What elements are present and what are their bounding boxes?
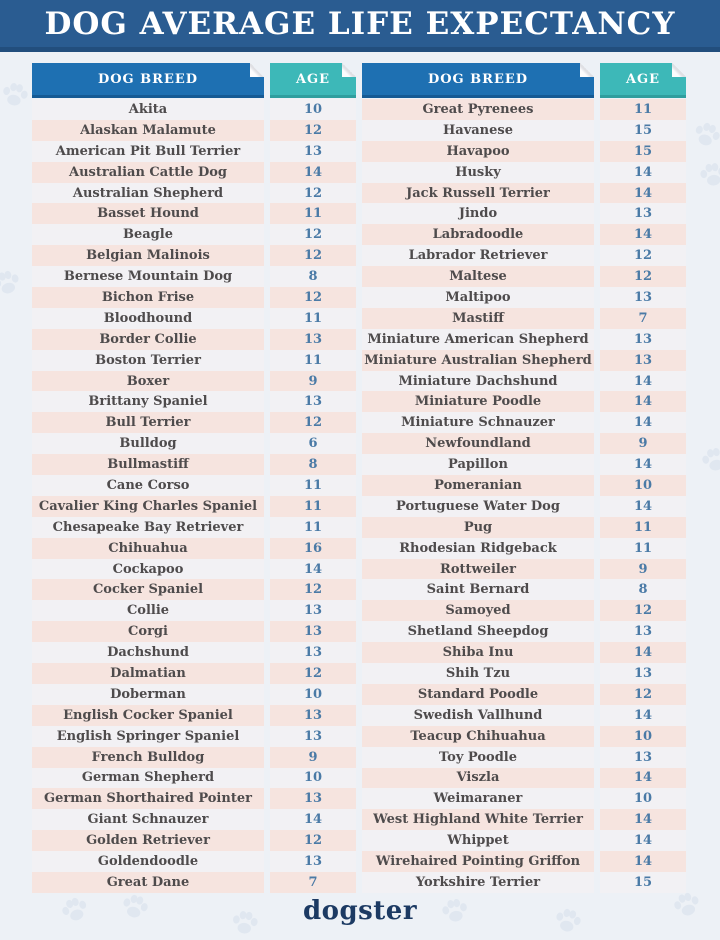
column-header-age-label: AGE: [625, 71, 661, 87]
breed-cell: Australian Shepherd: [32, 183, 264, 204]
page-fold-icon: [342, 63, 356, 77]
table-row: [362, 663, 686, 684]
breed-cell: Havanese: [362, 120, 594, 141]
age-cell: 13: [600, 287, 686, 308]
age-cell: 10: [600, 726, 686, 747]
table-row: [362, 747, 686, 768]
table-row: [362, 433, 686, 454]
age-cell: 12: [270, 412, 356, 433]
breed-cell: Weimaraner: [362, 788, 594, 809]
age-cell: 13: [270, 329, 356, 350]
table-row: [32, 600, 356, 621]
age-cell: 8: [270, 266, 356, 287]
breed-cell: Havapoo: [362, 141, 594, 162]
table-row: [362, 475, 686, 496]
age-cell: 10: [270, 684, 356, 705]
breed-cell: Basset Hound: [32, 203, 264, 224]
age-cell: 14: [600, 454, 686, 475]
age-cell: 14: [600, 809, 686, 830]
table-row: [32, 120, 356, 141]
paw-icon: [697, 442, 720, 478]
table-header-row: [362, 63, 686, 98]
breed-cell: Bulldog: [32, 433, 264, 454]
breed-cell: Maltipoo: [362, 287, 594, 308]
column-header-breed-label: DOG BREED: [427, 71, 529, 87]
age-cell: 7: [600, 308, 686, 329]
column-header-breed: [32, 63, 264, 98]
paw-icon: [688, 116, 720, 154]
table-row: [32, 851, 356, 872]
age-cell: 12: [270, 830, 356, 851]
table-row: [362, 454, 686, 475]
age-cell: 13: [270, 705, 356, 726]
table-row: [362, 266, 686, 287]
breed-cell: Shetland Sheepdog: [362, 621, 594, 642]
breed-cell: Golden Retriever: [32, 830, 264, 851]
age-cell: 13: [270, 621, 356, 642]
table-row: [362, 141, 686, 162]
age-cell: 13: [600, 329, 686, 350]
table-row: [362, 287, 686, 308]
age-cell: 11: [600, 99, 686, 120]
table-row: [32, 183, 356, 204]
table-row: [32, 203, 356, 224]
page-title: DOG AVERAGE LIFE EXPECTANCY: [44, 5, 676, 42]
age-cell: 8: [600, 579, 686, 600]
age-cell: 13: [270, 726, 356, 747]
age-cell: 14: [600, 391, 686, 412]
age-cell: 7: [270, 872, 356, 893]
age-cell: 10: [600, 788, 686, 809]
age-cell: 12: [600, 245, 686, 266]
breed-cell: Jack Russell Terrier: [362, 183, 594, 204]
breed-cell: Bullmastiff: [32, 454, 264, 475]
table-row: [32, 642, 356, 663]
age-cell: 9: [270, 747, 356, 768]
table-row: [362, 579, 686, 600]
table-row: [362, 517, 686, 538]
table-row: [362, 496, 686, 517]
table-header-row: [32, 63, 356, 98]
table-row: [32, 538, 356, 559]
table-row: [32, 705, 356, 726]
age-cell: 12: [270, 183, 356, 204]
table-row: [32, 224, 356, 245]
table-row: [32, 287, 356, 308]
table-row: [362, 705, 686, 726]
table-row: [32, 350, 356, 371]
breed-cell: Labrador Retriever: [362, 245, 594, 266]
table-row: [32, 809, 356, 830]
age-cell: 12: [270, 120, 356, 141]
table-row: [32, 475, 356, 496]
age-cell: 13: [600, 203, 686, 224]
table-row: [32, 726, 356, 747]
age-cell: 9: [600, 559, 686, 580]
table-row: [32, 788, 356, 809]
age-cell: 13: [270, 788, 356, 809]
table-row: [362, 788, 686, 809]
breed-cell: Brittany Spaniel: [32, 391, 264, 412]
breed-cell: Viszla: [362, 768, 594, 789]
breed-cell: Beagle: [32, 224, 264, 245]
table-row: [32, 433, 356, 454]
breed-cell: Mastiff: [362, 308, 594, 329]
breed-cell: Cane Corso: [32, 475, 264, 496]
breed-cell: Boxer: [32, 371, 264, 392]
table-row: [362, 809, 686, 830]
breed-cell: Great Pyrenees: [362, 99, 594, 120]
breed-cell: Corgi: [32, 621, 264, 642]
age-cell: 15: [600, 872, 686, 893]
table-row: [32, 371, 356, 392]
age-cell: 11: [270, 496, 356, 517]
column-header-age-label: AGE: [295, 71, 331, 87]
age-cell: 14: [600, 705, 686, 726]
age-cell: 11: [270, 350, 356, 371]
breed-cell: Rhodesian Ridgeback: [362, 538, 594, 559]
breed-cell: Bichon Frise: [32, 287, 264, 308]
breed-cell: Labradoodle: [362, 224, 594, 245]
table-row: [32, 684, 356, 705]
age-cell: 8: [270, 454, 356, 475]
page-fold-icon: [672, 63, 686, 77]
breed-cell: Samoyed: [362, 600, 594, 621]
age-cell: 14: [600, 851, 686, 872]
paw-icon: [0, 77, 33, 113]
age-cell: 10: [600, 475, 686, 496]
age-cell: 13: [600, 350, 686, 371]
breed-cell: Husky: [362, 162, 594, 183]
column-header-breed: [362, 63, 594, 98]
age-cell: 13: [270, 141, 356, 162]
breed-cell: Cockapoo: [32, 559, 264, 580]
age-cell: 13: [270, 391, 356, 412]
age-cell: 14: [600, 224, 686, 245]
age-cell: 10: [270, 768, 356, 789]
table-row: [32, 391, 356, 412]
table-row: [32, 496, 356, 517]
table-row: [32, 747, 356, 768]
table-row: [362, 621, 686, 642]
table-body: [32, 99, 356, 893]
breed-cell: Cocker Spaniel: [32, 579, 264, 600]
table-row: [32, 266, 356, 287]
table-row: [32, 663, 356, 684]
table-row: [362, 224, 686, 245]
breed-cell: Teacup Chihuahua: [362, 726, 594, 747]
breed-cell: Bloodhound: [32, 308, 264, 329]
age-cell: 10: [270, 99, 356, 120]
table-row: [32, 579, 356, 600]
breed-cell: Akita: [32, 99, 264, 120]
table-row: [362, 642, 686, 663]
age-cell: 11: [270, 475, 356, 496]
age-cell: 12: [600, 266, 686, 287]
age-cell: 9: [270, 371, 356, 392]
table-row: [32, 412, 356, 433]
age-cell: 15: [600, 141, 686, 162]
column-header-age: [270, 63, 356, 98]
table-row: [362, 391, 686, 412]
age-cell: 6: [270, 433, 356, 454]
age-cell: 13: [600, 663, 686, 684]
age-cell: 12: [270, 287, 356, 308]
table-row: [362, 684, 686, 705]
table-row: [362, 412, 686, 433]
age-cell: 14: [600, 642, 686, 663]
title-banner: [0, 0, 720, 52]
paw-icon: [696, 158, 720, 192]
breed-cell: Wirehaired Pointing Griffon: [362, 851, 594, 872]
breed-cell: English Springer Spaniel: [32, 726, 264, 747]
breed-cell: Miniature Australian Shepherd: [362, 350, 594, 371]
age-cell: 14: [600, 371, 686, 392]
table-row: [32, 454, 356, 475]
age-cell: 15: [600, 120, 686, 141]
breed-cell: West Highland White Terrier: [362, 809, 594, 830]
table-row: [362, 308, 686, 329]
breed-cell: German Shepherd: [32, 768, 264, 789]
table-row: [362, 183, 686, 204]
table-row: [362, 371, 686, 392]
page-fold-icon: [250, 63, 264, 77]
breed-cell: Australian Cattle Dog: [32, 162, 264, 183]
table-row: [32, 517, 356, 538]
table-row: [362, 830, 686, 851]
age-cell: 13: [270, 600, 356, 621]
age-cell: 11: [270, 203, 356, 224]
breed-cell: Miniature Poodle: [362, 391, 594, 412]
column-header-age: [600, 63, 686, 98]
age-cell: 12: [600, 600, 686, 621]
table-body: [362, 99, 686, 893]
breed-cell: Alaskan Malamute: [32, 120, 264, 141]
breed-cell: Doberman: [32, 684, 264, 705]
table-row: [362, 559, 686, 580]
breed-cell: Saint Bernard: [362, 579, 594, 600]
age-cell: 13: [600, 621, 686, 642]
breed-cell: Goldendoodle: [32, 851, 264, 872]
breed-cell: French Bulldog: [32, 747, 264, 768]
age-cell: 13: [270, 642, 356, 663]
table-row: [32, 768, 356, 789]
table-row: [362, 120, 686, 141]
breed-cell: Dachshund: [32, 642, 264, 663]
breed-cell: Cavalier King Charles Spaniel: [32, 496, 264, 517]
table-row: [32, 162, 356, 183]
breed-cell: Toy Poodle: [362, 747, 594, 768]
table-row: [362, 203, 686, 224]
breed-cell: Chesapeake Bay Retriever: [32, 517, 264, 538]
paw-icon: [0, 265, 25, 302]
age-cell: 14: [600, 162, 686, 183]
age-cell: 11: [270, 308, 356, 329]
breed-cell: Belgian Malinois: [32, 245, 264, 266]
breed-cell: Rottweiler: [362, 559, 594, 580]
breed-cell: Swedish Vallhund: [362, 705, 594, 726]
table-row: [32, 141, 356, 162]
table-row: [32, 99, 356, 120]
breed-cell: Chihuahua: [32, 538, 264, 559]
breed-cell: Boston Terrier: [32, 350, 264, 371]
breed-cell: German Shorthaired Pointer: [32, 788, 264, 809]
breed-cell: Bernese Mountain Dog: [32, 266, 264, 287]
table-row: [32, 559, 356, 580]
age-cell: 14: [600, 183, 686, 204]
age-cell: 12: [270, 579, 356, 600]
age-cell: 14: [270, 162, 356, 183]
table-row: [32, 245, 356, 266]
age-cell: 12: [270, 663, 356, 684]
age-cell: 12: [270, 224, 356, 245]
age-cell: 11: [600, 517, 686, 538]
table-row: [32, 308, 356, 329]
breed-cell: Standard Poodle: [362, 684, 594, 705]
dog-table-right: [362, 63, 686, 893]
table-row: [362, 851, 686, 872]
breed-cell: American Pit Bull Terrier: [32, 141, 264, 162]
table-row: [32, 329, 356, 350]
table-row: [362, 245, 686, 266]
table-row: [362, 350, 686, 371]
breed-cell: Shih Tzu: [362, 663, 594, 684]
breed-cell: Border Collie: [32, 329, 264, 350]
breed-cell: Whippet: [362, 830, 594, 851]
footer: [0, 890, 720, 931]
breed-cell: Miniature American Shepherd: [362, 329, 594, 350]
dogster-logo: dogster: [302, 895, 418, 926]
breed-cell: Newfoundland: [362, 433, 594, 454]
age-cell: 11: [270, 517, 356, 538]
age-cell: 16: [270, 538, 356, 559]
column-header-breed-label: DOG BREED: [97, 71, 199, 87]
breed-cell: Great Dane: [32, 872, 264, 893]
age-cell: 14: [600, 412, 686, 433]
breed-cell: English Cocker Spaniel: [32, 705, 264, 726]
breed-cell: Miniature Dachshund: [362, 371, 594, 392]
table-row: [362, 600, 686, 621]
age-cell: 14: [270, 809, 356, 830]
age-cell: 13: [270, 851, 356, 872]
breed-cell: Shiba Inu: [362, 642, 594, 663]
breed-cell: Miniature Schnauzer: [362, 412, 594, 433]
breed-cell: Pug: [362, 517, 594, 538]
age-cell: 12: [270, 245, 356, 266]
table-row: [362, 329, 686, 350]
table-row: [32, 621, 356, 642]
table-row: [362, 768, 686, 789]
age-cell: 14: [600, 830, 686, 851]
table-row: [362, 99, 686, 120]
breed-cell: Portuguese Water Dog: [362, 496, 594, 517]
breed-cell: Giant Schnauzer: [32, 809, 264, 830]
breed-cell: Bull Terrier: [32, 412, 264, 433]
age-cell: 14: [600, 768, 686, 789]
age-cell: 11: [600, 538, 686, 559]
table-row: [362, 538, 686, 559]
age-cell: 9: [600, 433, 686, 454]
breed-cell: Yorkshire Terrier: [362, 872, 594, 893]
breed-cell: Jindo: [362, 203, 594, 224]
table-row: [362, 726, 686, 747]
breed-cell: Pomeranian: [362, 475, 594, 496]
page-fold-icon: [580, 63, 594, 77]
breed-cell: Collie: [32, 600, 264, 621]
age-cell: 13: [600, 747, 686, 768]
dog-table-left: [32, 63, 356, 893]
age-cell: 12: [600, 684, 686, 705]
breed-cell: Dalmatian: [32, 663, 264, 684]
breed-cell: Papillon: [362, 454, 594, 475]
table-row: [362, 162, 686, 183]
age-cell: 14: [270, 559, 356, 580]
table-row: [32, 830, 356, 851]
breed-cell: Maltese: [362, 266, 594, 287]
age-cell: 14: [600, 496, 686, 517]
